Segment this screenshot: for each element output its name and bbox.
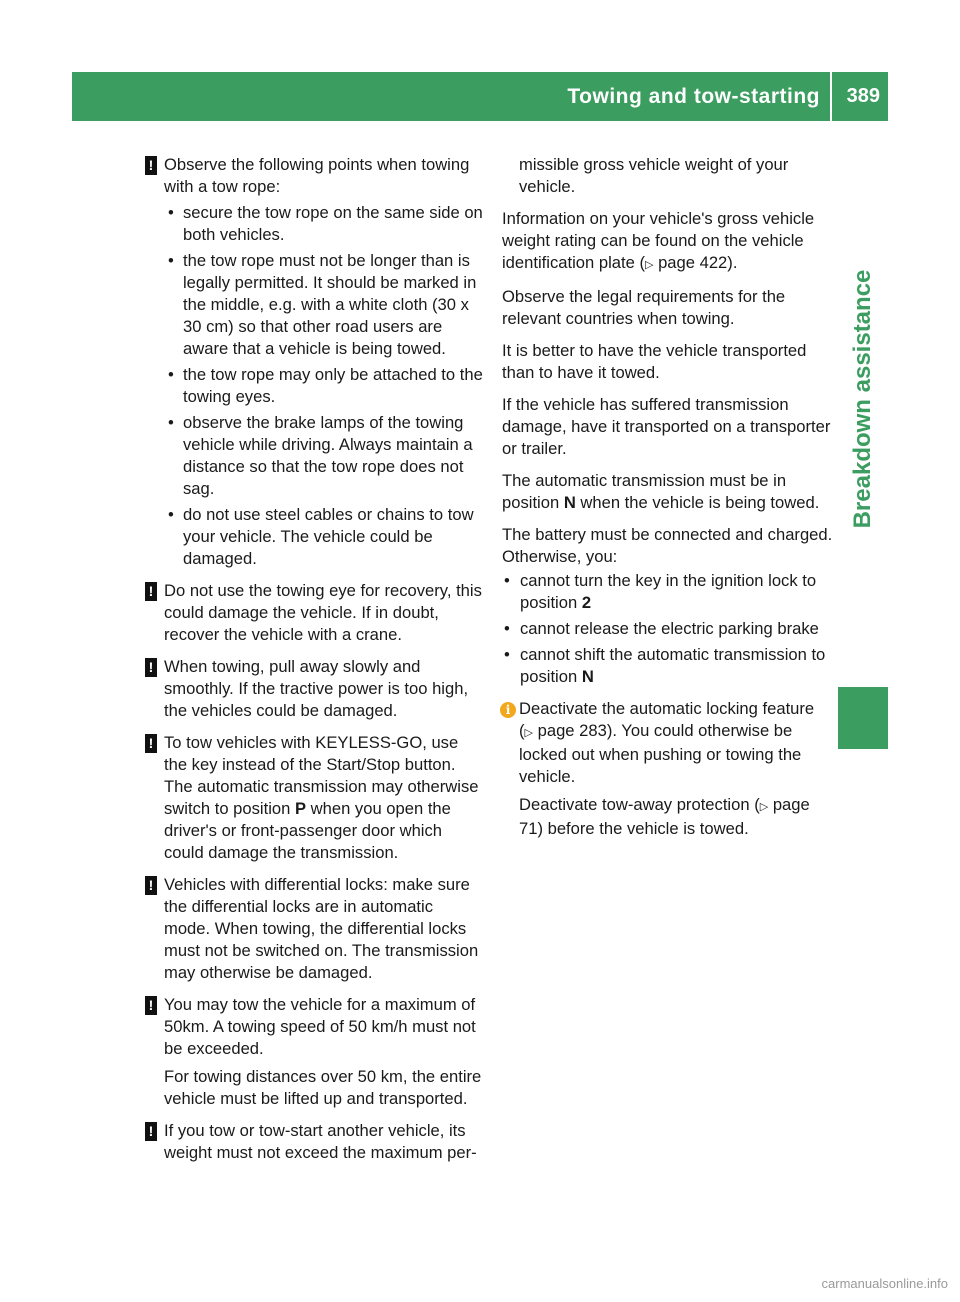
note-text: Do not use the towing eye for recovery, this could damage the vehicle. If in doubt, recover the vehicle with a crane. bbox=[164, 581, 482, 644]
warning-icon: ! bbox=[145, 582, 157, 601]
page-reference[interactable]: page 283 bbox=[537, 721, 607, 740]
note-text: To tow vehicles with KEYLESS-GO, use the key instead of the Start/Stop button. The automatic transmission may otherwise switch to position bbox=[164, 733, 479, 818]
warning-note-tow-distance bbox=[147, 994, 483, 1110]
info-note bbox=[502, 698, 838, 840]
list-item bbox=[502, 570, 838, 614]
page-number: 389 bbox=[846, 85, 880, 107]
note-text: Observe the following points when towing with a tow rope: bbox=[164, 155, 470, 196]
info-icon: i bbox=[500, 702, 516, 718]
note-text: If you tow or tow-start another vehicle, its weight must not exceed the maximum per- bbox=[164, 1121, 477, 1162]
warning-note-differential-locks bbox=[147, 874, 483, 984]
note-text: when you open the driver's or front-passenger door which could damage the transmission. bbox=[164, 799, 451, 862]
gear-position: P bbox=[294, 799, 307, 818]
reference-arrow-icon: ▷ bbox=[524, 727, 533, 739]
warning-note-pull-away bbox=[147, 656, 483, 722]
paragraph-text: The automatic transmission must be in position bbox=[502, 471, 787, 512]
bullet-list bbox=[164, 202, 483, 570]
warning-note-tow-other-vehicle bbox=[147, 1120, 483, 1164]
page-reference[interactable]: page 71 bbox=[519, 795, 810, 838]
list-item bbox=[502, 644, 838, 688]
paragraph-text: ). bbox=[727, 253, 738, 272]
list-item: • do not use steel cables or chains to tow your vehicle. The vehicle could be damaged. bbox=[164, 504, 483, 570]
warning-icon: ! bbox=[145, 1122, 157, 1141]
list-item: • secure the tow rope on the same side on both vehicles. bbox=[164, 202, 483, 246]
right-column bbox=[502, 154, 838, 850]
info-text-part: ). You could otherwise be locked out when pushing or towing the vehicle. bbox=[519, 721, 802, 786]
list-item-text: cannot shift the automatic transmission to position bbox=[520, 645, 826, 686]
info-text bbox=[519, 794, 838, 840]
warning-icon: ! bbox=[145, 156, 157, 175]
reference-arrow-icon: ▷ bbox=[759, 801, 769, 813]
warning-note-tow-rope bbox=[147, 154, 483, 570]
reference-arrow-icon: ▷ bbox=[644, 259, 654, 271]
paragraph-gross-weight bbox=[502, 208, 838, 276]
info-text-part: ) before the vehicle is towed. bbox=[537, 819, 749, 838]
warning-note-keyless-go bbox=[147, 732, 483, 864]
paragraph-transmission-damage: If the vehicle has suffered transmission damage, have it transported on a transporter or trailer. bbox=[502, 395, 831, 458]
page-reference[interactable]: page 422 bbox=[658, 253, 728, 272]
warning-icon: ! bbox=[145, 876, 157, 895]
note-continuation: missible gross vehicle weight of your vehicle. bbox=[519, 155, 789, 196]
info-text bbox=[519, 698, 838, 788]
watermark: carmanualsonline.info bbox=[821, 1276, 948, 1291]
paragraph-transported: It is better to have the vehicle transported than to have it towed. bbox=[502, 341, 807, 382]
info-text-part: Deactivate the automatic locking feature ( bbox=[519, 699, 815, 740]
warning-icon: ! bbox=[145, 658, 157, 677]
bullet-list bbox=[502, 570, 838, 688]
page-header bbox=[72, 72, 888, 121]
list-item-text: cannot turn the key in the ignition lock to position bbox=[520, 571, 817, 612]
paragraph-text: Information on your vehicle's gross vehicle weight rating can be found on the vehicle identification plate ( bbox=[502, 209, 815, 272]
warning-icon: ! bbox=[145, 996, 157, 1015]
paragraph-battery: The battery must be connected and charged. Otherwise, you: bbox=[502, 525, 833, 566]
gear-position: N bbox=[581, 667, 594, 686]
header-separator bbox=[830, 72, 832, 121]
warning-icon: ! bbox=[145, 734, 157, 753]
warning-note-towing-eye bbox=[147, 580, 483, 646]
chapter-marker bbox=[838, 687, 888, 749]
list-item: • the tow rope must not be longer than is legally permitted. It should be marked in the middle, e.g. with a white cloth (30 x 30 cm) so that other road users are aware that a vehicle is being towed. bbox=[164, 250, 483, 360]
note-text: You may tow the vehicle for a maximum of 50km. A towing speed of 50 km/h must not be exceeded. bbox=[164, 995, 476, 1058]
side-tab bbox=[838, 121, 888, 677]
list-item: • cannot release the electric parking brake bbox=[502, 618, 838, 640]
side-tab-label: Breakdown assistance bbox=[849, 269, 876, 529]
note-text: For towing distances over 50 km, the entire vehicle must be lifted up and transported. bbox=[164, 1067, 482, 1108]
left-column bbox=[147, 154, 483, 1174]
key-position: 2 bbox=[581, 593, 592, 612]
paragraph-legal: Observe the legal requirements for the relevant countries when towing. bbox=[502, 287, 786, 328]
note-text: When towing, pull away slowly and smoothly. If the tractive power is too high, the vehicles could be damaged. bbox=[164, 657, 469, 720]
paragraph-text: when the vehicle is being towed. bbox=[575, 493, 820, 512]
list-item: • observe the brake lamps of the towing vehicle while driving. Always maintain a distance so that the tow rope does not sag. bbox=[164, 412, 483, 500]
info-text-part: Deactivate tow-away protection ( bbox=[519, 795, 760, 814]
paragraph-position-n bbox=[502, 470, 838, 514]
section-title: Towing and tow-starting bbox=[567, 85, 820, 108]
list-item: • the tow rope may only be attached to the towing eyes. bbox=[164, 364, 483, 408]
gear-position: N bbox=[563, 493, 576, 512]
note-text: Vehicles with differential locks: make sure the differential locks are in automatic mode. When towing, the differential locks must not be switched on. The transmission may otherwise be damaged. bbox=[164, 875, 479, 982]
